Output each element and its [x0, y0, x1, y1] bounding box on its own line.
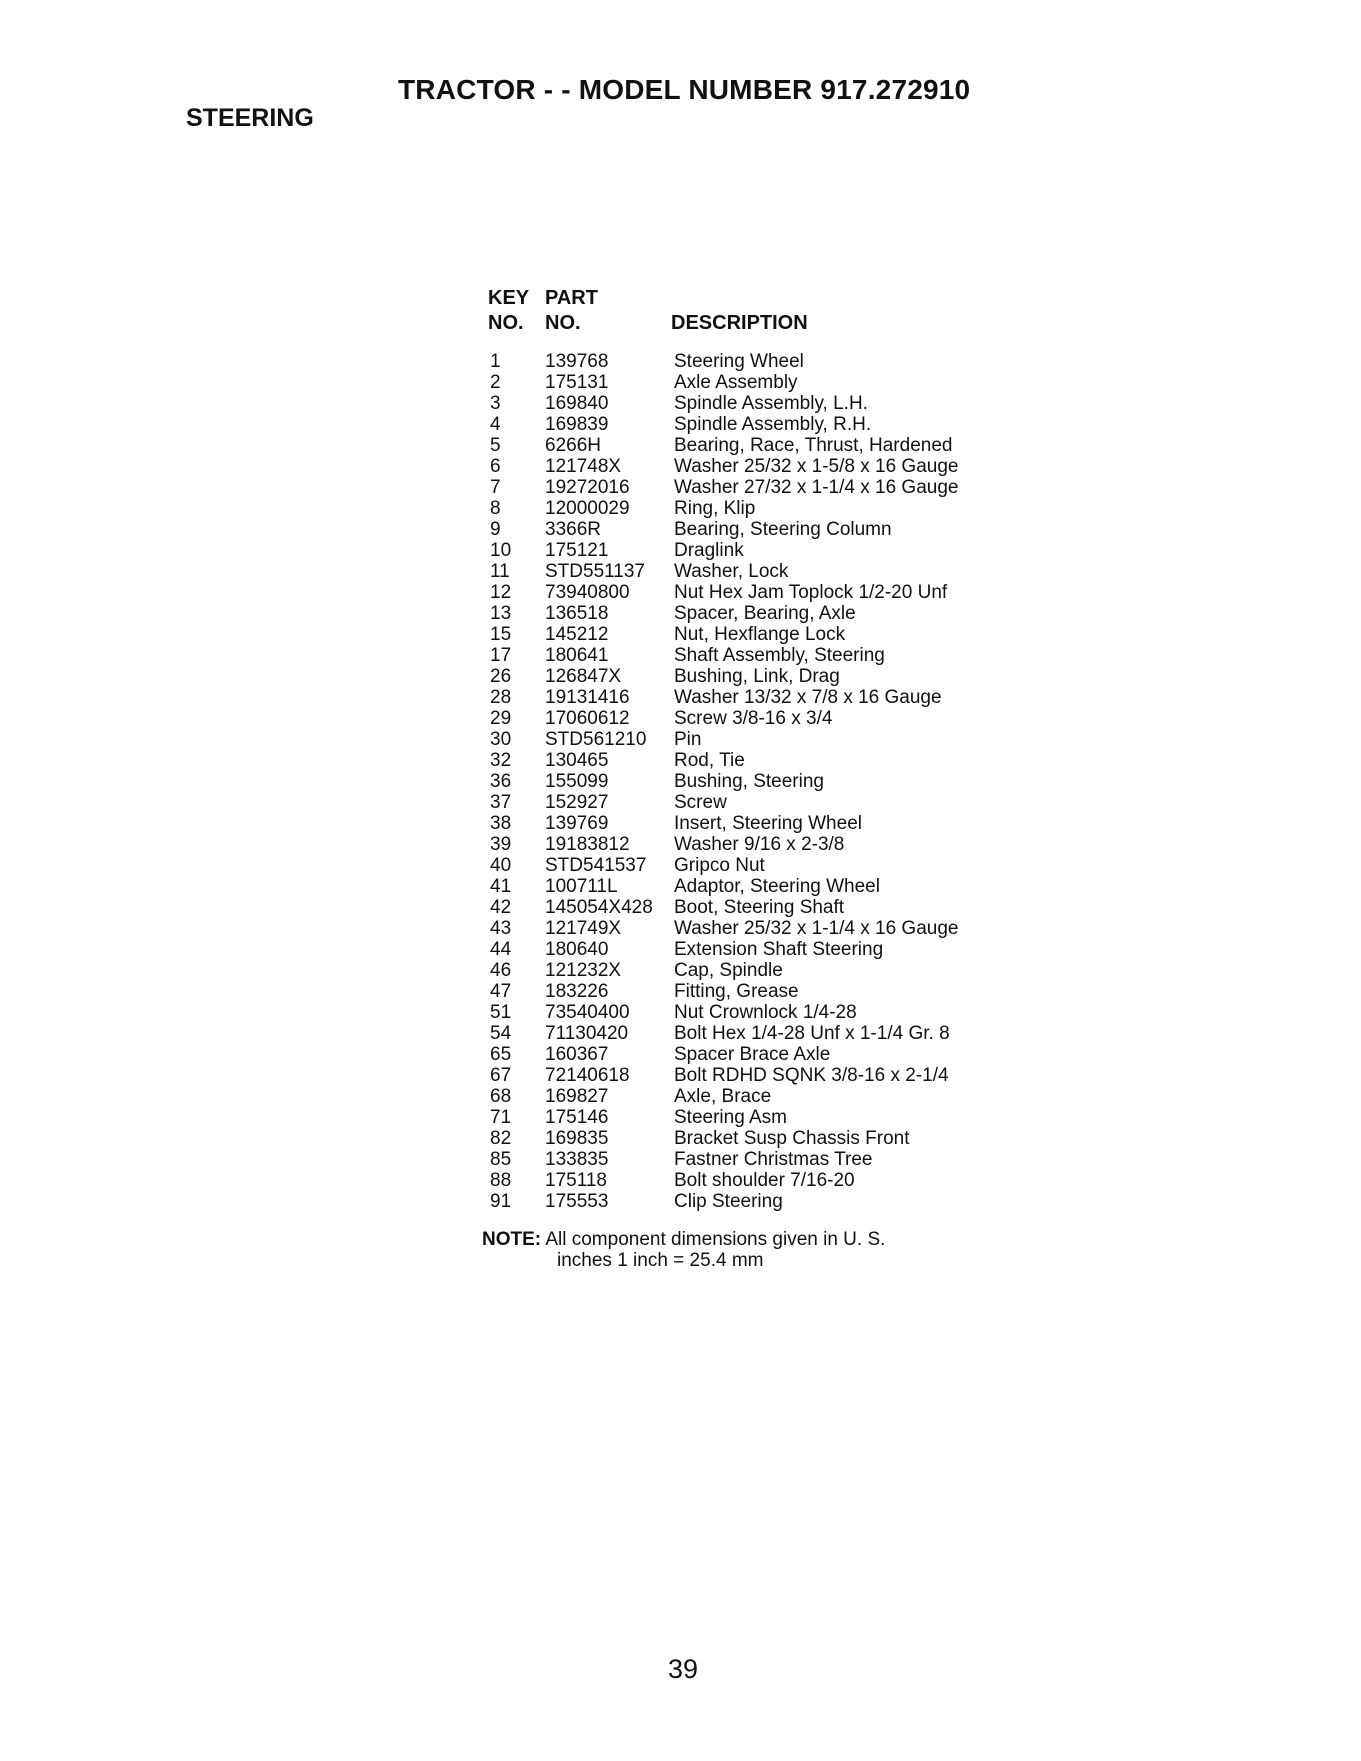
description: Screw	[674, 792, 727, 813]
page-title: TRACTOR - - MODEL NUMBER 917.272910	[398, 74, 971, 105]
part-no: 121748X	[545, 456, 622, 477]
note-label: NOTE:	[482, 1229, 542, 1250]
header-key-no-line1: KEY	[488, 287, 530, 309]
key-no: 65	[490, 1044, 512, 1065]
key-no: 30	[490, 729, 512, 750]
part-no: 169840	[545, 393, 609, 414]
page-number: 39	[668, 1654, 699, 1684]
key-no: 71	[490, 1107, 512, 1128]
description: Pin	[674, 729, 702, 750]
key-no: 46	[490, 960, 512, 981]
key-no: 40	[490, 855, 512, 876]
description: Axle, Brace	[674, 1086, 772, 1107]
description: Boot, Steering Shaft	[674, 897, 845, 918]
key-no: 11	[490, 561, 510, 582]
key-no: 28	[490, 687, 512, 708]
description: Axle Assembly	[674, 372, 798, 393]
description: Bearing, Steering Column	[674, 519, 892, 540]
key-no: 9	[490, 519, 501, 540]
part-no: 121749X	[545, 918, 622, 939]
part-no: 155099	[545, 771, 609, 792]
note-line1: All component dimensions given in U. S.	[545, 1229, 886, 1250]
note-line2: inches 1 inch = 25.4 mm	[557, 1250, 764, 1271]
key-no: 82	[490, 1128, 512, 1149]
part-no: 73540400	[545, 1002, 630, 1023]
description: Nut Crownlock 1/4-28	[674, 1002, 857, 1023]
part-no: 169835	[545, 1128, 609, 1149]
description: Bushing, Link, Drag	[674, 666, 840, 687]
part-no: 6266H	[545, 435, 601, 456]
part-no: 12000029	[545, 498, 630, 519]
key-no: 91	[490, 1191, 512, 1212]
description: Draglink	[674, 540, 744, 561]
description: Spacer Brace Axle	[674, 1044, 831, 1065]
description: Cap, Spindle	[674, 960, 783, 981]
part-no: 183226	[545, 981, 609, 1002]
description: Bushing, Steering	[674, 771, 824, 792]
header-key-no-line2: NO.	[488, 312, 524, 334]
key-no: 32	[490, 750, 512, 771]
description: Washer 25/32 x 1-1/4 x 16 Gauge	[674, 918, 959, 939]
description: Bolt RDHD SQNK 3/8-16 x 2-1/4	[674, 1065, 949, 1086]
description: Ring, Klip	[674, 498, 756, 519]
part-no: 175121	[545, 540, 609, 561]
part-no: 160367	[545, 1044, 609, 1065]
part-no: 169839	[545, 414, 609, 435]
key-no: 10	[490, 540, 512, 561]
header-part-no-line2: NO.	[545, 312, 581, 334]
description: Washer 13/32 x 7/8 x 16 Gauge	[674, 687, 942, 708]
section-title: STEERING	[186, 104, 314, 132]
description: Bolt Hex 1/4-28 Unf x 1-1/4 Gr. 8	[674, 1023, 950, 1044]
key-no: 13	[490, 603, 512, 624]
description: Washer, Lock	[674, 561, 789, 582]
part-no: 3366R	[545, 519, 601, 540]
description: Clip Steering	[674, 1191, 783, 1212]
description: Fitting, Grease	[674, 981, 799, 1002]
part-no: 175118	[545, 1170, 607, 1191]
part-no: STD561210	[545, 729, 647, 750]
key-no: 36	[490, 771, 512, 792]
part-no: 19272016	[545, 477, 630, 498]
description: Extension Shaft Steering	[674, 939, 884, 960]
part-no: 126847X	[545, 666, 622, 687]
description: Spindle Assembly, L.H.	[674, 393, 868, 414]
part-no: 169827	[545, 1086, 609, 1107]
key-no: 8	[490, 498, 501, 519]
part-no: 175131	[545, 372, 609, 393]
description: Nut Hex Jam Toplock 1/2-20 Unf	[674, 582, 948, 603]
part-no: 180641	[545, 645, 609, 666]
part-no: 73940800	[545, 582, 630, 603]
key-no: 1	[490, 351, 501, 372]
key-no: 5	[490, 435, 501, 456]
part-no: 145054X428	[545, 897, 653, 918]
part-no: 19131416	[545, 687, 630, 708]
header-part-no-line1: PART	[545, 287, 598, 309]
key-no: 3	[490, 393, 501, 414]
description: Washer 27/32 x 1-1/4 x 16 Gauge	[674, 477, 959, 498]
description: Bracket Susp Chassis Front	[674, 1128, 910, 1149]
key-no: 4	[490, 414, 501, 435]
part-no: STD551137	[545, 561, 645, 582]
description: Washer 9/16 x 2-3/8	[674, 834, 845, 855]
part-no: 139768	[545, 351, 609, 372]
key-no: 17	[490, 645, 512, 666]
part-no: STD541537	[545, 855, 647, 876]
key-no: 41	[490, 876, 512, 897]
key-no: 6	[490, 456, 501, 477]
key-no: 2	[490, 372, 501, 393]
key-no: 68	[490, 1086, 512, 1107]
description: Shaft Assembly, Steering	[674, 645, 885, 666]
key-no: 7	[490, 477, 501, 498]
key-no: 29	[490, 708, 512, 729]
key-no: 39	[490, 834, 512, 855]
key-no: 15	[490, 624, 512, 645]
key-no: 37	[490, 792, 512, 813]
part-no: 130465	[545, 750, 609, 771]
description: Steering Asm	[674, 1107, 787, 1128]
key-no: 51	[490, 1002, 512, 1023]
part-no: 17060612	[545, 708, 630, 729]
part-no: 19183812	[545, 834, 630, 855]
description: Bolt shoulder 7/16-20	[674, 1170, 855, 1191]
description: Steering Wheel	[674, 351, 804, 372]
part-no: 71130420	[545, 1023, 629, 1044]
description: Bearing, Race, Thrust, Hardened	[674, 435, 953, 456]
part-no: 145212	[545, 624, 609, 645]
key-no: 88	[490, 1170, 512, 1191]
header-description: DESCRIPTION	[671, 312, 808, 334]
part-no: 100711L	[545, 876, 618, 897]
part-no: 175146	[545, 1107, 609, 1128]
key-no: 85	[490, 1149, 512, 1170]
description: Spindle Assembly, R.H.	[674, 414, 872, 435]
note	[482, 1229, 886, 1271]
description: Nut, Hexflange Lock	[674, 624, 846, 645]
description: Washer 25/32 x 1-5/8 x 16 Gauge	[674, 456, 959, 477]
description: Fastner Christmas Tree	[674, 1149, 873, 1170]
part-no: 136518	[545, 603, 609, 624]
description: Gripco Nut	[674, 855, 765, 876]
key-no: 47	[490, 981, 512, 1002]
part-no: 72140618	[545, 1065, 630, 1086]
key-no: 67	[490, 1065, 512, 1086]
part-no: 121232X	[545, 960, 622, 981]
part-no: 139769	[545, 813, 609, 834]
part-no: 180640	[545, 939, 609, 960]
description: Insert, Steering Wheel	[674, 813, 862, 834]
key-no: 44	[490, 939, 512, 960]
part-no: 175553	[545, 1191, 609, 1212]
key-no: 38	[490, 813, 512, 834]
description: Rod, Tie	[674, 750, 745, 771]
key-no: 42	[490, 897, 512, 918]
key-no: 54	[490, 1023, 512, 1044]
key-no: 43	[490, 918, 512, 939]
key-no: 26	[490, 666, 512, 687]
key-no: 12	[490, 582, 512, 603]
description: Spacer, Bearing, Axle	[674, 603, 856, 624]
description: Adaptor, Steering Wheel	[674, 876, 880, 897]
part-no: 133835	[545, 1149, 609, 1170]
part-no: 152927	[545, 792, 609, 813]
description: Screw 3/8-16 x 3/4	[674, 708, 833, 729]
